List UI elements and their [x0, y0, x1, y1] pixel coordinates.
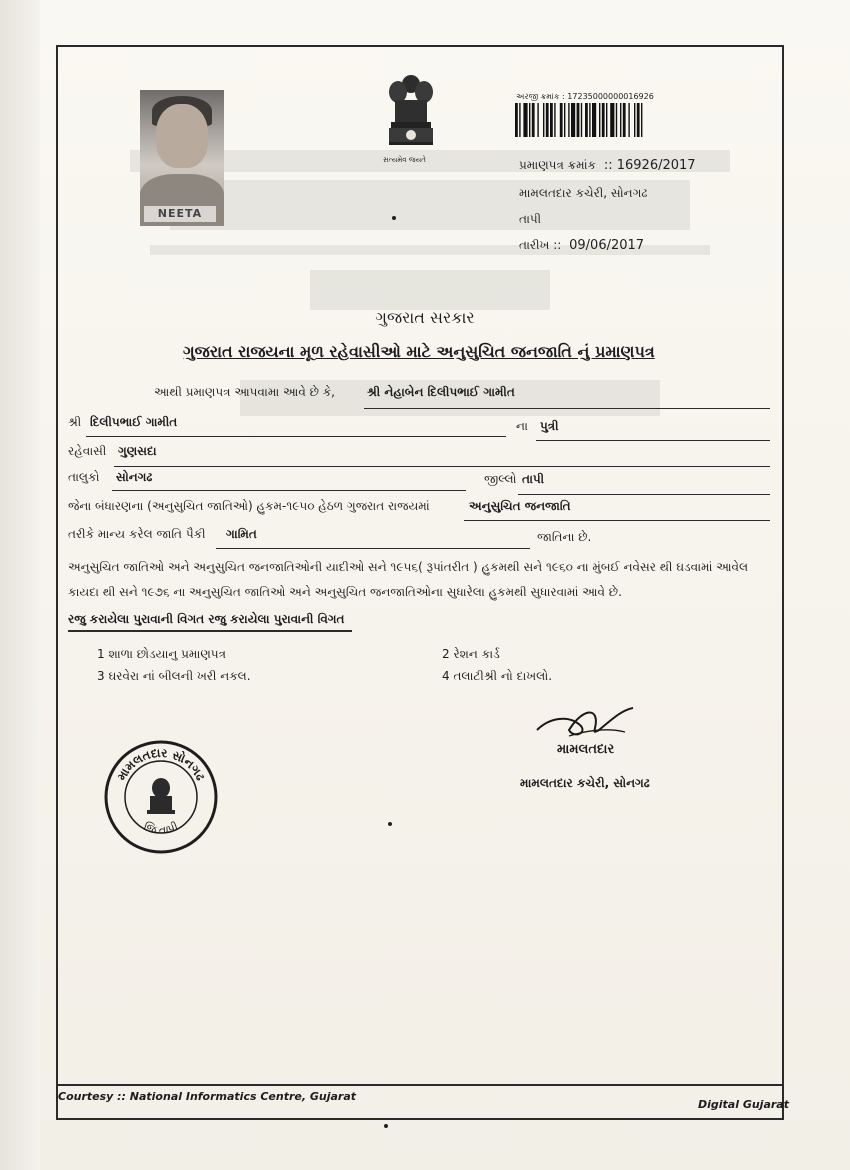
seal-text-bottom: જિ.તાપી: [142, 819, 180, 837]
barcode-bar: [581, 103, 582, 137]
barcode-bar: [515, 103, 518, 137]
barcode-bar: [532, 103, 535, 137]
taluka-underline: [112, 490, 466, 491]
barcode-bar: [637, 103, 640, 137]
issue-date-label: તારીખ ::: [519, 238, 562, 252]
legal-paragraph: અનુસુચિત જાતિઓ અને અનુસુચિત જનજાતિઓની યાદીઓ સને ૧૯૫૬( રૂપાંતરીત ) હુકમથી સને ૧૯૬૦ ના મુંબઈ નવેસર થી ઘડવામાં આવેલ કાયદા થી સને ૧૯૭૬ ના અનુસુચિત જાતિઓ અને અનુસુચિત જનજાતિઓના સુધારેલા હુકમથી સુધારવામાં આવે છે.: [68, 560, 749, 599]
barcode-bar: [620, 103, 621, 137]
caste-underline: [216, 548, 530, 549]
issue-date: [519, 238, 644, 253]
certificate-number-value: :: 16926/2017: [603, 158, 696, 173]
application-number-value: 17235000000016926: [567, 92, 654, 101]
relation-underline: [536, 440, 770, 441]
signatory-designation: મામલતદાર: [557, 742, 615, 757]
speck: [392, 216, 396, 220]
district-underline: [518, 494, 770, 495]
barcode-bar: [571, 103, 575, 137]
barcode-icon: [515, 103, 683, 137]
resident-label: રહેવાસી: [68, 444, 107, 458]
barcode-bar: [529, 103, 530, 137]
application-number-label: અરજી ક્રમાંક :: [516, 92, 565, 101]
barcode-bar: [564, 103, 565, 137]
caste-suffix: જાતિના છે.: [537, 530, 592, 544]
sheet-edge: [0, 0, 40, 1170]
evidence-item-1: 1 શાળા છોડયાનુ પ્રમાણપત્ર: [97, 647, 226, 661]
evidence-item-4: 4 તલાટીશ્રી નો દાખલો.: [442, 669, 553, 683]
village: ગુણસદા: [118, 444, 157, 458]
signatory-office: મામલતદાર કચેરી, સોનગઢ: [520, 776, 650, 790]
evidence-item-3: 3 ઘરવેરા નાં બીલની ખરી નકલ.: [97, 669, 251, 683]
recognized-label: તરીકે માન્ય કરેલ જાતિ પૈકી: [68, 527, 206, 541]
issue-date-value: 09/06/2017: [569, 238, 645, 253]
evidence-heading-underline: [68, 630, 352, 632]
svg-text:જિ.તાપી: [142, 820, 180, 837]
barcode-bar: [628, 103, 629, 137]
barcode-bar: [560, 103, 563, 137]
barcode-bar: [585, 103, 588, 137]
holder-name-underline: [364, 408, 770, 409]
shri-label: શ્રી: [68, 415, 82, 429]
district-label: જીલ્લો: [484, 472, 517, 486]
caste: ગામિત: [226, 527, 257, 541]
barcode-bar: [537, 103, 538, 137]
official-seal-icon: [102, 738, 220, 856]
district: તાપી: [522, 472, 545, 486]
category-underline: [464, 520, 770, 521]
barcode-bar: [546, 103, 549, 137]
national-emblem-icon: [381, 70, 441, 162]
relation: પુત્રી: [540, 419, 559, 433]
government-title: ગુજરાત સરકાર: [375, 308, 475, 327]
footer-brand: Digital Gujarat: [698, 1098, 789, 1111]
barcode-bar: [641, 103, 642, 137]
footer-courtesy: Courtesy :: National Informatics Centre, Gujarat: [58, 1090, 357, 1103]
village-underline: [114, 466, 770, 467]
na-label: ના: [516, 419, 528, 433]
father-name-underline: [86, 436, 506, 437]
photo-face: [156, 104, 208, 168]
evidence-item-2: 2 રેશન કાર્ડ: [442, 647, 500, 661]
taluka-label: તાલુકો: [68, 470, 100, 484]
issuing-office: મામલતદાર કચેરી, સોનગઢ: [519, 186, 648, 200]
barcode-bar: [543, 103, 544, 137]
barcode-bar: [577, 103, 580, 137]
barcode-bar: [602, 103, 605, 137]
barcode-bar: [550, 103, 553, 137]
barcode-bar: [523, 103, 527, 137]
photo-plate: NEETA: [144, 206, 216, 222]
barcode-bar: [599, 103, 600, 137]
father-name: દિલીપભાઈ ગામીત: [90, 415, 178, 429]
evidence-heading: રજુ કરાયેલા પુરાવાની વિગત રજુ કરાયેલા પુરાવાની વિગત: [68, 612, 345, 626]
holder-name: શ્રી નેહાબેન દિલીપભાઈ ગામીત: [367, 385, 515, 399]
certificate-number-label: પ્રમાણપત્ર ક્રમાંક: [519, 158, 597, 172]
barcode-bar: [592, 103, 596, 137]
speck: [384, 1124, 388, 1128]
barcode-bar: [589, 103, 590, 137]
constitution-text: જેના બંધારણના (અનુસુચિત જાતિઓ) હુકમ-૧૯૫૦ હેઠળ ગુજરાત રાજયમાં: [68, 499, 430, 513]
taluka: સોનગઢ: [116, 470, 153, 484]
category: અનુસુચિત જનજાતિ: [469, 499, 571, 513]
barcode-bar: [610, 103, 614, 137]
barcode-bar: [519, 103, 520, 137]
speck: [388, 822, 392, 826]
application-number: [516, 92, 654, 102]
emblem-motto: સત્યમેવ જયતે: [383, 156, 426, 164]
applicant-photo: [140, 90, 224, 226]
seal-text-top: મામલતદાર સોનગઢ: [114, 745, 208, 783]
barcode-bar: [616, 103, 617, 137]
barcode-bar: [554, 103, 555, 137]
barcode-bar: [634, 103, 635, 137]
issuing-district: તાપી: [519, 212, 542, 226]
intro-text: આથી પ્રમાણપત્ર આપવામા આવે છે કે,: [154, 385, 335, 399]
footer-divider: [56, 1084, 784, 1086]
barcode-bar: [623, 103, 626, 137]
barcode-bar: [568, 103, 569, 137]
certificate-number: [519, 158, 696, 173]
certificate-title: ગુજરાત રાજયના મૂળ રહેવાસીઓ માટે અનુસુચિત જનજાતિ નું પ્રમાણપત્ર: [183, 342, 655, 361]
barcode-bar: [606, 103, 607, 137]
